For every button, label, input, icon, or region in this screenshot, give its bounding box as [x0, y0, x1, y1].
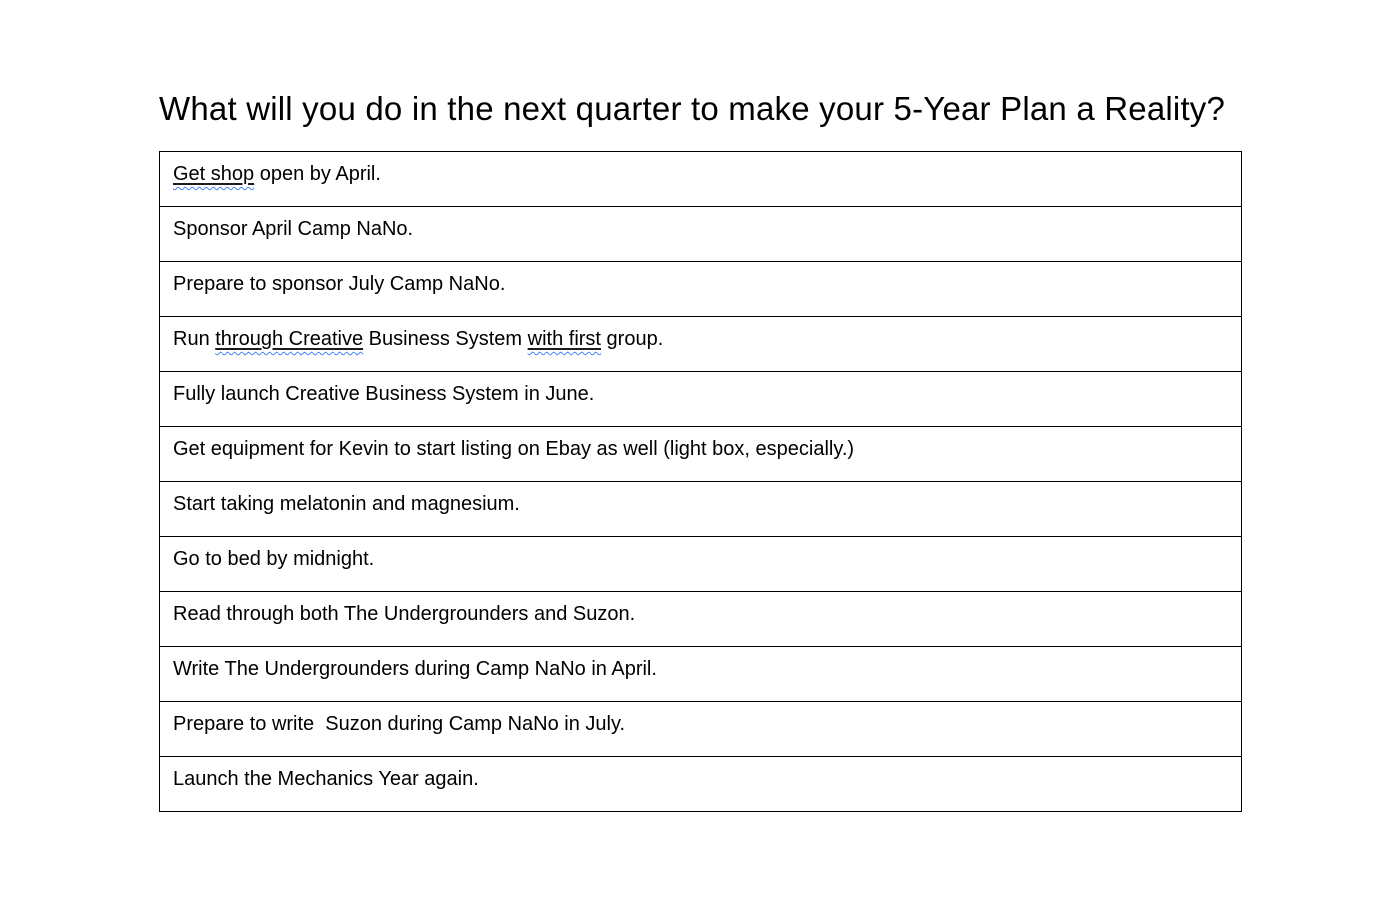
grammar-squiggle-text: through Creative	[215, 328, 364, 350]
table-cell	[160, 152, 1242, 207]
cell-text: group.	[600, 328, 664, 350]
table-row	[160, 262, 1242, 317]
plan-table-body	[160, 152, 1242, 812]
table-row	[160, 537, 1242, 592]
flagged-phrase	[215, 328, 363, 350]
table-cell	[160, 702, 1242, 757]
cell-text: Write The Undergrounders during Camp NaNo in April.	[173, 658, 657, 680]
table-cell	[160, 262, 1242, 317]
table-cell	[160, 647, 1242, 702]
document-heading: What will you do in the next quarter to make your 5-Year Plan a Reality?	[159, 90, 1226, 127]
cell-text: Start taking melatonin and magnesium.	[173, 493, 520, 515]
table-row	[160, 427, 1242, 482]
grammar-squiggle-text: Get shop	[173, 163, 255, 185]
table-row	[160, 207, 1242, 262]
table-row	[160, 647, 1242, 702]
cell-text: Read through both The Undergrounders and Suzon.	[173, 603, 636, 625]
cell-text: Run	[173, 328, 216, 350]
cell-text: Fully launch Creative Business System in June.	[173, 383, 595, 405]
cell-text: Prepare to write Suzon during Camp NaNo in July.	[173, 713, 626, 735]
table-row	[160, 702, 1242, 757]
cell-text: Sponsor April Camp NaNo.	[173, 218, 414, 240]
cell-text: Business System	[363, 328, 528, 350]
quarter-plan-table	[159, 151, 1242, 812]
table-cell	[160, 372, 1242, 427]
flagged-phrase	[173, 163, 254, 185]
table-cell	[160, 482, 1242, 537]
table-cell	[160, 592, 1242, 647]
table-row	[160, 592, 1242, 647]
table-cell	[160, 427, 1242, 482]
cell-text: open by April.	[254, 163, 381, 185]
table-cell	[160, 757, 1242, 812]
table-row	[160, 317, 1242, 372]
cell-text: Prepare to sponsor July Camp NaNo.	[173, 273, 506, 295]
table-cell	[160, 317, 1242, 372]
table-cell	[160, 537, 1242, 592]
table-row	[160, 482, 1242, 537]
cell-text: Get equipment for Kevin to start listing on Ebay as well (light box, especially.)	[173, 438, 855, 460]
table-row	[160, 372, 1242, 427]
table-row	[160, 152, 1242, 207]
grammar-squiggle-text: with first	[527, 328, 601, 350]
cell-text: Go to bed by midnight.	[173, 548, 375, 570]
table-row	[160, 757, 1242, 812]
cell-text: Launch the Mechanics Year again.	[173, 768, 479, 790]
flagged-phrase	[528, 328, 601, 350]
table-cell	[160, 207, 1242, 262]
document-page	[159, 85, 1242, 812]
